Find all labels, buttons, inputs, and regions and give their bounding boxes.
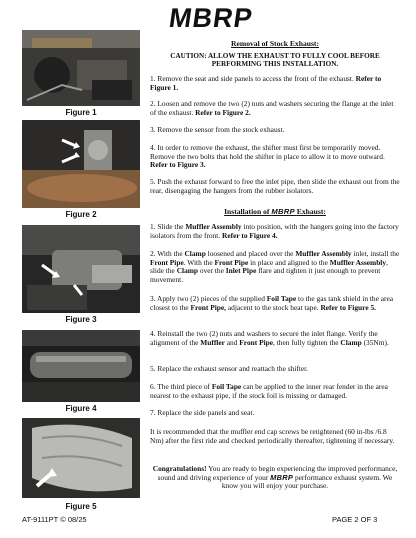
removal-step-4: 4. In order to remove the exhaust, the shifter must first be temporarily moved. Remove the two bolts that hold the shifter in place to allow it to move outward. Refer to Figure 3.	[150, 143, 385, 170]
install-title: Installation of MBRP Exhaust:	[224, 207, 326, 216]
figure-1-photo	[22, 30, 140, 106]
install-step-2: 2. With the Clamp loosened and placed over the Muffler Assembly inlet, install the Front Pipe. With the Front Pipe in place and aligned to the Muffler Assembly, slide the Clamp over the Inlet Pipe flare and tighten it just enough to prevent movement.	[150, 249, 400, 284]
inline-mbrp-logo-2: MBRP	[270, 472, 294, 482]
install-step-1: 1. Slide the Muffler Assembly into position, with the hangers going into the factory isolators from the front. Refer to Figure 4.	[150, 222, 399, 240]
figure-2-photo	[22, 120, 140, 208]
figure-3-photo	[22, 225, 140, 313]
removal-title: Removal of Stock Exhaust:	[231, 39, 319, 48]
removal-step-3: 3. Remove the sensor from the stock exhaust.	[150, 125, 285, 134]
photo-muffler-clamp-icon	[22, 225, 140, 313]
removal-step-5: 5. Push the exhaust forward to free the inlet pipe, then slide the exhaust out from the rear, disengaging the hangers from the rubber isolators.	[150, 177, 400, 195]
removal-step-1: 1. Remove the seat and side panels to access the front of the exhaust. Refer to Figure 1.	[150, 74, 382, 92]
figure-3-label: Figure 3	[65, 315, 97, 324]
congratulations-message: Congratulations! You are ready to begin experiencing the improved performance, sound and driving experience of your MBRP performance exhaust system. We know you will enjoy your purchase.	[152, 464, 398, 491]
install-step-6: 6. The third piece of Foil Tape can be applied to the inner rear fender in the area nearest to the exhaust pipe, if the stock foil is missing or damaged.	[150, 382, 388, 400]
page-number: PAGE 2 OF 3	[332, 515, 378, 524]
retighten-note: It is recommended that the muffler end cap screws be retightened (60 in-lbs /6.8 Nm) after the first ride and checked periodically thereafter, tightening if necessary.	[150, 427, 395, 445]
figure-4-label: Figure 4	[65, 404, 97, 413]
install-step-3: 3. Apply two (2) pieces of the supplied Foil Tape to the gas tank shield in the area closest to the Front Pipe, adjacent to the stock heat tape. Refer to Figure 5.	[150, 294, 394, 312]
install-step-4: 4. Reinstall the two (2) nuts and washers to secure the inlet flange. Verify the alignment of the Muffler and Front Pipe, then fully tighten the Clamp (35Nm).	[150, 329, 389, 347]
figure-4-photo	[22, 330, 140, 402]
figure-5-photo	[22, 418, 140, 498]
figure-2-label: Figure 2	[65, 210, 97, 219]
mbrp-logo: MBRP	[167, 3, 255, 33]
photo-muffler-side-icon	[22, 330, 140, 402]
install-step-7: 7. Replace the side panels and seat.	[150, 408, 255, 417]
photo-engine-bay-icon	[22, 30, 140, 106]
document-code: AT-9111PT © 08/25	[22, 515, 87, 524]
photo-sensor-pipe-icon	[22, 120, 140, 208]
inline-mbrp-logo: MBRP	[271, 207, 295, 216]
figure-1-label: Figure 1	[65, 108, 97, 117]
removal-step-2: 2. Loosen and remove the two (2) nuts and washers securing the flange at the inlet of the exhaust. Refer to Figure 2.	[150, 99, 394, 117]
caution-notice: CAUTION: ALLOW THE EXHAUST TO FULLY COOL BEFORE PERFORMING THIS INSTALLATION.	[170, 52, 380, 69]
figure-5-label: Figure 5	[65, 502, 97, 511]
photo-foil-tape-icon	[22, 418, 140, 498]
install-step-5: 5. Replace the exhaust sensor and reattach the shifter.	[150, 364, 309, 373]
